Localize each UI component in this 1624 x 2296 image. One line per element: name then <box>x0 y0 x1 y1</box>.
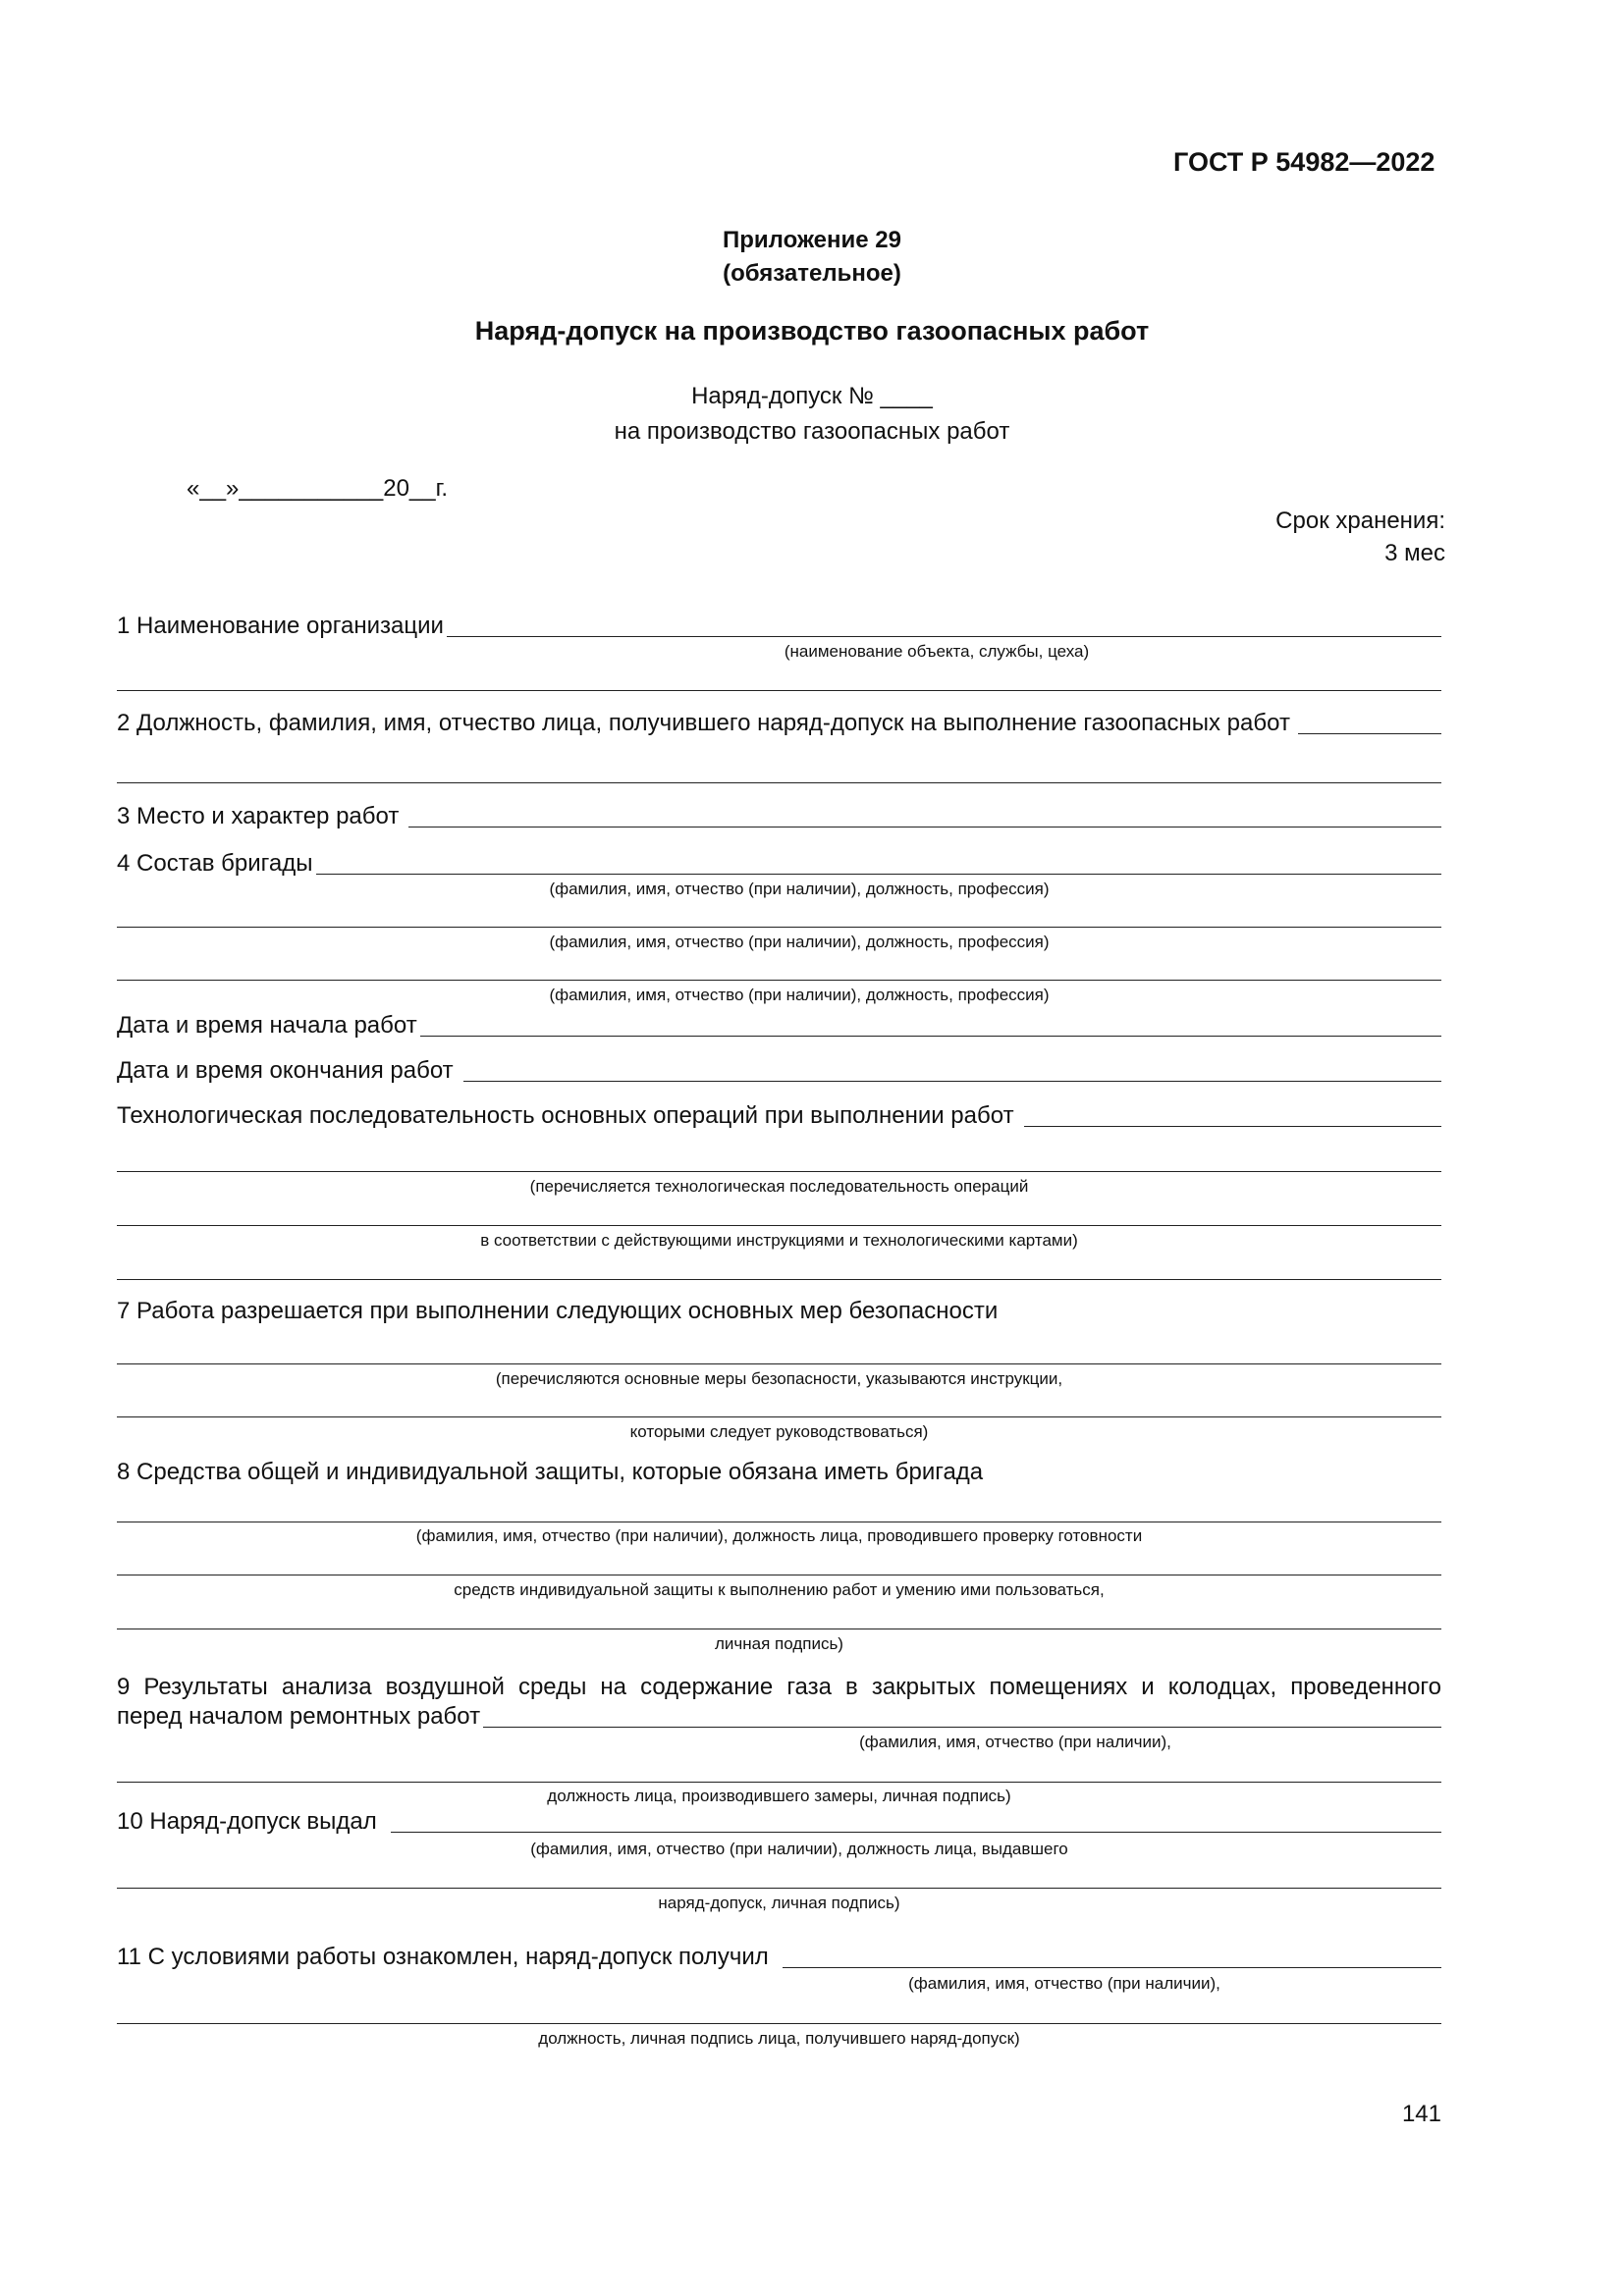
fill-line[interactable] <box>1298 714 1441 734</box>
field-caption: личная подпись) <box>715 1634 843 1653</box>
field-label: 3 Место и характер работ <box>117 803 400 829</box>
field-label: Технологическая последовательность основных операций при выполнении работ <box>117 1102 1014 1129</box>
fill-line[interactable] <box>316 854 1441 875</box>
field-caption: в соответствии с действующими инструкциями и технологическими картами) <box>480 1231 1078 1250</box>
fill-line[interactable] <box>117 1782 1441 1783</box>
fill-line[interactable] <box>117 980 1441 981</box>
field-label: 4 Состав бригады <box>117 850 313 877</box>
field-caption: должность, личная подпись лица, получившего наряд-допуск) <box>538 2029 1020 2048</box>
document-title: Наряд-допуск на производство газоопасных работ <box>474 316 1150 346</box>
permit-subject-line: на производство газоопасных работ <box>614 418 1010 445</box>
field-caption: средств индивидуальной защиты к выполнению работ и умению ими пользоваться, <box>454 1580 1105 1599</box>
field-caption: (фамилия, имя, отчество (при наличии), должность лица, выдавшего <box>530 1840 1068 1858</box>
appendix-heading <box>0 224 1624 291</box>
field-caption: которыми следует руководствоваться) <box>629 1422 929 1441</box>
fill-line[interactable] <box>420 1016 1441 1037</box>
field-caption: (перечисляются основные меры безопасности, указываются инструкции, <box>495 1369 1063 1388</box>
field-work-place <box>117 801 1441 830</box>
fill-line[interactable] <box>463 1061 1441 1082</box>
field-caption: наряд-допуск, личная подпись) <box>658 1894 900 1912</box>
fill-line[interactable] <box>117 690 1441 691</box>
retention-label: Срок хранения: <box>1275 507 1445 534</box>
field-label: 10 Наряд-допуск выдал <box>117 1808 377 1835</box>
field-caption: (фамилия, имя, отчество (при наличии), должность, профессия) <box>549 986 1050 1004</box>
field-label: перед началом ремонтных работ <box>117 1703 481 1730</box>
field-air-analysis <box>117 1701 1441 1731</box>
retention-value: 3 мес <box>1384 540 1445 566</box>
fill-line[interactable] <box>117 1888 1441 1889</box>
standard-number: ГОСТ Р 54982—2022 <box>1173 147 1435 177</box>
fill-line[interactable] <box>391 1812 1441 1833</box>
fill-line[interactable] <box>117 782 1441 783</box>
fill-line[interactable] <box>117 927 1441 928</box>
fill-line[interactable] <box>117 1225 1441 1226</box>
field-caption: (фамилия, имя, отчество (при наличии), должность, профессия) <box>549 933 1050 951</box>
field-caption: (фамилия, имя, отчество (при наличии), должность лица, проводившего проверку готовности <box>415 1526 1143 1545</box>
field-responsible-person <box>117 708 1441 737</box>
fill-line[interactable] <box>1024 1106 1441 1127</box>
field-end-datetime <box>117 1055 1441 1085</box>
field-start-datetime <box>117 1010 1441 1040</box>
fill-line[interactable] <box>117 1279 1441 1280</box>
field-caption: (наименование объекта, службы, цеха) <box>784 642 1090 661</box>
field-label: 2 Должность, фамилия, имя, отчество лица, получившего наряд-допуск на выполнение газоопасных работ <box>117 710 1290 736</box>
fill-line[interactable] <box>117 1416 1441 1417</box>
field-caption: (фамилия, имя, отчество (при наличии), <box>859 1733 1171 1751</box>
field-protection-label: 8 Средства общей и индивидуальной защиты, которые обязана иметь бригада <box>117 1459 984 1485</box>
permit-subtitle <box>0 379 1624 450</box>
appendix-title: Приложение 29 <box>723 227 901 253</box>
field-caption: (фамилия, имя, отчество (при наличии), должность, профессия) <box>549 880 1050 898</box>
fill-line[interactable] <box>117 2023 1441 2024</box>
date-line: «__»___________20__г. <box>187 475 449 502</box>
retention-period <box>1275 505 1445 569</box>
permit-number-line: Наряд-допуск № ____ <box>691 383 933 409</box>
field-permit-received-by <box>117 1942 1441 1971</box>
fill-line[interactable] <box>117 1171 1441 1172</box>
field-caption: должность лица, производившего замеры, личная подпись) <box>547 1787 1011 1805</box>
field-organization <box>117 611 1441 640</box>
fill-line[interactable] <box>408 807 1441 828</box>
field-air-analysis-label: 9 Результаты анализа воздушной среды на содержание газа в закрытых помещениях и колодцах, проведенного <box>117 1674 1441 1700</box>
fill-line[interactable] <box>117 1363 1441 1364</box>
field-label: Дата и время начала работ <box>117 1012 417 1039</box>
field-team <box>117 848 1441 878</box>
fill-line[interactable] <box>783 1948 1441 1968</box>
field-caption: (перечисляется технологическая последовательность операций <box>529 1177 1029 1196</box>
field-safety-measures-label: 7 Работа разрешается при выполнении следующих основных мер безопасности <box>117 1298 999 1324</box>
fill-line[interactable] <box>447 616 1441 637</box>
fill-line[interactable] <box>483 1707 1441 1728</box>
page-number: 141 <box>1401 2101 1441 2127</box>
appendix-status: (обязательное) <box>723 260 901 287</box>
field-label: 1 Наименование организации <box>117 613 444 639</box>
field-permit-issued-by <box>117 1806 1441 1836</box>
field-operation-sequence <box>117 1100 1441 1130</box>
field-label: Дата и время окончания работ <box>117 1057 454 1084</box>
field-caption: (фамилия, имя, отчество (при наличии), <box>908 1974 1220 1993</box>
field-label: 11 С условиями работы ознакомлен, наряд-допуск получил <box>117 1944 769 1970</box>
